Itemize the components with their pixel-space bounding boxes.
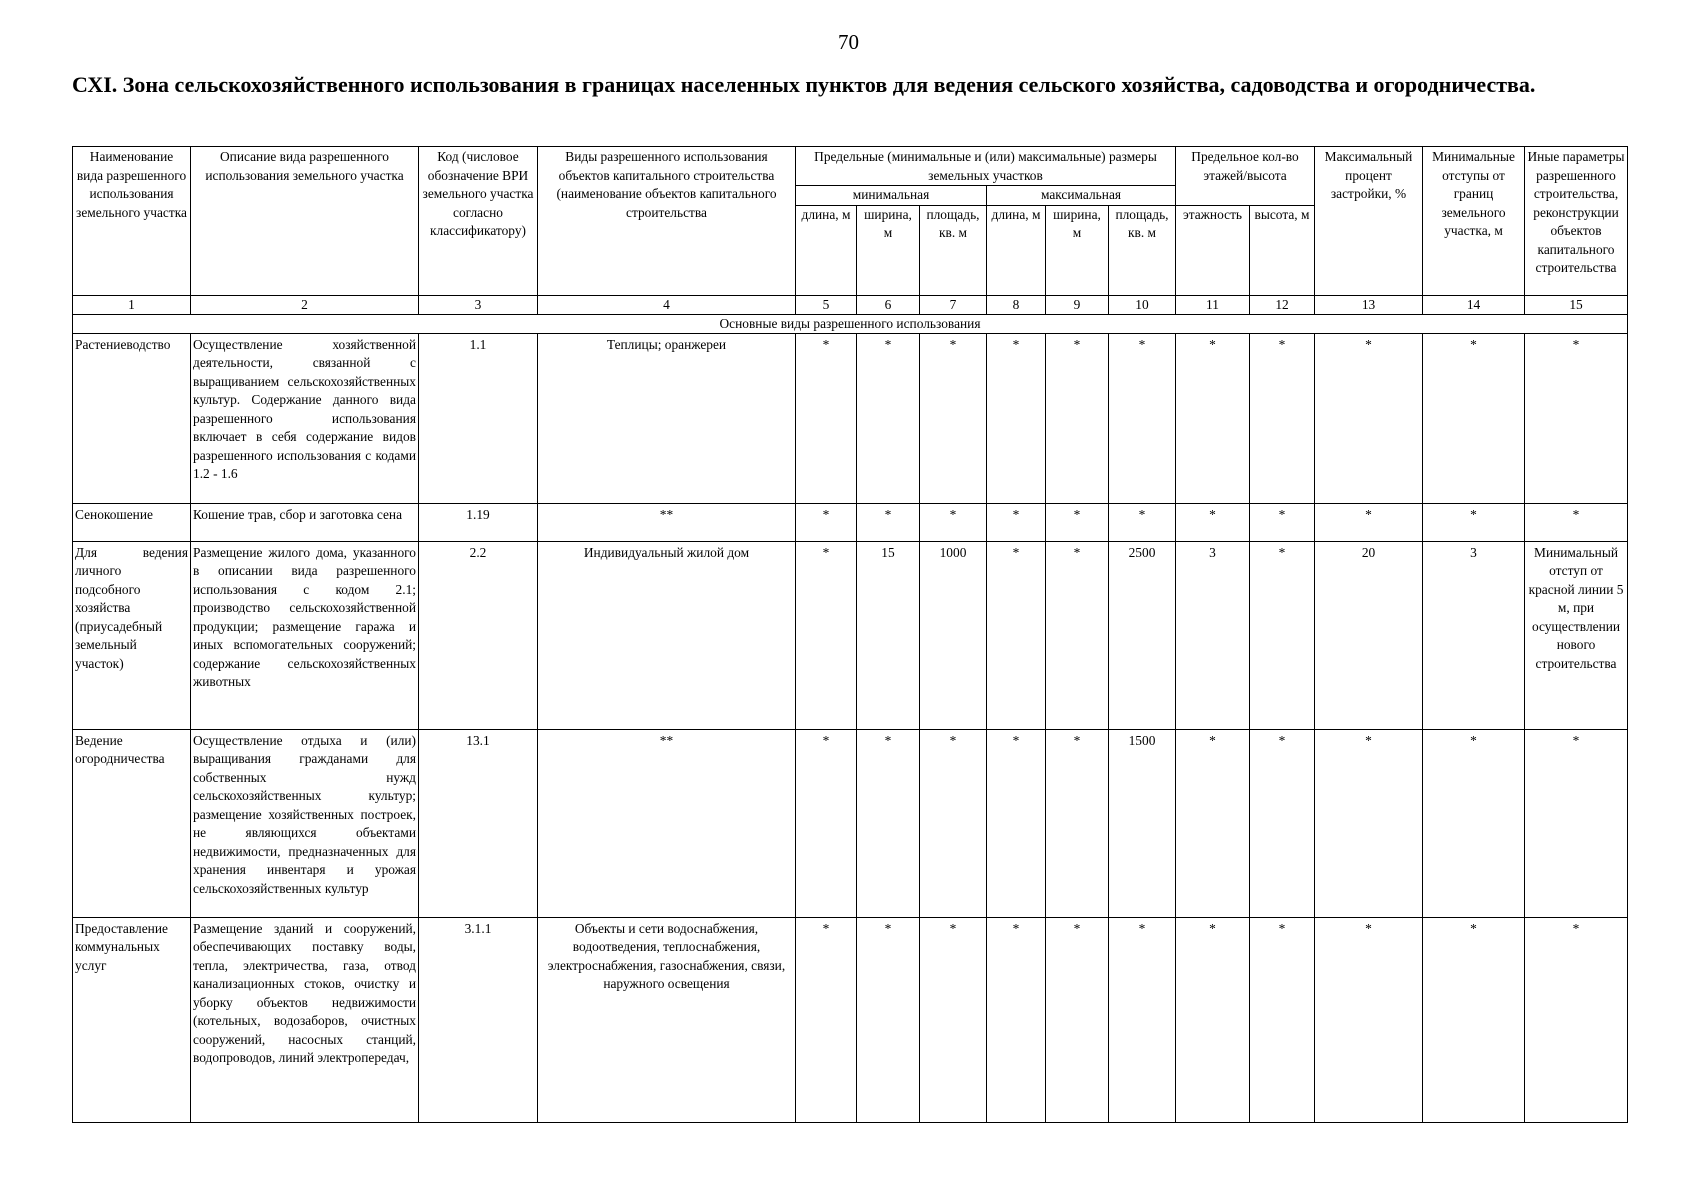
row-min-area: * xyxy=(920,729,987,917)
column-number: 9 xyxy=(1046,295,1109,314)
header-maximal: максимальная xyxy=(987,186,1176,206)
row-description: Размещение зданий и сооружений, обеспечивающих поставку воды, тепла, электричества, газа, отвод канализационных стоков, очистку и уборку объектов недвижимости (котельных, водозаборов, очистных сооружений, насосных станций, водопроводов, линий электропередач, xyxy=(191,917,419,1122)
table-row xyxy=(73,729,1628,917)
table-row xyxy=(73,917,1628,1122)
row-height: * xyxy=(1250,541,1315,729)
row-max-area: * xyxy=(1109,503,1176,541)
column-number: 8 xyxy=(987,295,1046,314)
row-kinds: Объекты и сети водоснабжения, водоотведения, теплоснабжения, электроснабжения, газоснабжения, связи, наружного освещения xyxy=(538,917,796,1122)
header-height: высота, м xyxy=(1250,205,1315,295)
row-code: 1.19 xyxy=(419,503,538,541)
page-number: 70 xyxy=(838,30,859,54)
row-height: * xyxy=(1250,333,1315,503)
row-min-offsets: 3 xyxy=(1423,541,1525,729)
row-min-width: * xyxy=(857,333,920,503)
row-min-offsets: * xyxy=(1423,333,1525,503)
row-max-length: * xyxy=(987,503,1046,541)
row-kinds: ** xyxy=(538,503,796,541)
row-description: Осуществление хозяйственной деятельности, связанной с выращиванием сельскохозяйственных культур. Содержание данного вида разрешенного использования включает в себя содержание видов разрешенного использования с кодами 1.2 - 1.6 xyxy=(191,333,419,503)
row-name: Предоставление коммунальных услуг xyxy=(73,917,191,1122)
row-max-length: * xyxy=(987,917,1046,1122)
column-number: 4 xyxy=(538,295,796,314)
row-max-area: * xyxy=(1109,333,1176,503)
header-max-area: площадь, кв. м xyxy=(1109,205,1176,295)
row-other-params: Минимальный отступ от красной линии 5 м, при осуществлении нового строительства xyxy=(1525,541,1628,729)
column-number: 3 xyxy=(419,295,538,314)
row-min-area: * xyxy=(920,917,987,1122)
header-min-area: площадь, кв. м xyxy=(920,205,987,295)
header-min-length: длина, м xyxy=(796,205,857,295)
row-code: 3.1.1 xyxy=(419,917,538,1122)
row-max-area: * xyxy=(1109,917,1176,1122)
row-min-area: * xyxy=(920,333,987,503)
row-code: 1.1 xyxy=(419,333,538,503)
row-max-area: 1500 xyxy=(1109,729,1176,917)
table-row xyxy=(73,503,1628,541)
row-min-width: * xyxy=(857,729,920,917)
row-name: Сенокошение xyxy=(73,503,191,541)
column-number: 11 xyxy=(1176,295,1250,314)
header-min-width: ширина, м xyxy=(857,205,920,295)
column-number: 5 xyxy=(796,295,857,314)
header-min-offsets: Минимальные отступы от границ земельного участка, м xyxy=(1423,147,1525,296)
header-other-params: Иные параметры разрешенного строительства, реконструкции объектов капитального строительства xyxy=(1525,147,1628,296)
row-max-length: * xyxy=(987,333,1046,503)
row-min-length: * xyxy=(796,729,857,917)
column-number: 6 xyxy=(857,295,920,314)
row-other-params: * xyxy=(1525,333,1628,503)
row-min-area: 1000 xyxy=(920,541,987,729)
column-number: 12 xyxy=(1250,295,1315,314)
page-title: СХI. Зона сельскохозяйственного использования в границах населенных пунктов для ведения сельского хозяйства, садоводства и огородничества. xyxy=(72,72,1536,97)
row-min-area: * xyxy=(920,503,987,541)
row-name: Ведение огородничества xyxy=(73,729,191,917)
header-max-length: длина, м xyxy=(987,205,1046,295)
row-min-offsets: * xyxy=(1423,917,1525,1122)
row-floors: * xyxy=(1176,333,1250,503)
row-floors: 3 xyxy=(1176,541,1250,729)
row-max-percent: 20 xyxy=(1315,541,1423,729)
row-max-width: * xyxy=(1046,503,1109,541)
row-max-percent: * xyxy=(1315,503,1423,541)
row-min-length: * xyxy=(796,917,857,1122)
header-kinds: Виды разрешенного использования объектов капитального строительства (наименование объектов капитального строительства xyxy=(538,147,796,296)
header-max-percent: Максимальный процент застройки, % xyxy=(1315,147,1423,296)
row-other-params: * xyxy=(1525,917,1628,1122)
row-max-width: * xyxy=(1046,917,1109,1122)
table-row xyxy=(73,541,1628,729)
row-name: Для ведения личного подсобного хозяйства (приусадебный земельный участок) xyxy=(73,541,191,729)
row-other-params: * xyxy=(1525,503,1628,541)
row-floors: * xyxy=(1176,917,1250,1122)
row-max-width: * xyxy=(1046,333,1109,503)
row-max-length: * xyxy=(987,729,1046,917)
header-code: Код (числовое обозначение ВРИ земельного участка согласно классификатору) xyxy=(419,147,538,296)
column-number: 10 xyxy=(1109,295,1176,314)
header-minimal: минимальная xyxy=(796,186,987,206)
row-kinds: ** xyxy=(538,729,796,917)
row-height: * xyxy=(1250,729,1315,917)
row-min-width: 15 xyxy=(857,541,920,729)
section-title: Основные виды разрешенного использования xyxy=(73,314,1628,333)
row-max-percent: * xyxy=(1315,333,1423,503)
row-code: 2.2 xyxy=(419,541,538,729)
column-number: 1 xyxy=(73,295,191,314)
row-description: Размещение жилого дома, указанного в описании вида разрешенного использования с кодом 2.1; производство сельскохозяйственной продукции; размещение гаража и иных вспомогательных сооружений; содержание сельскохозяйственных животных xyxy=(191,541,419,729)
column-number: 7 xyxy=(920,295,987,314)
row-max-length: * xyxy=(987,541,1046,729)
row-height: * xyxy=(1250,503,1315,541)
table-row xyxy=(73,333,1628,503)
row-max-width: * xyxy=(1046,541,1109,729)
row-kinds: Теплицы; оранжереи xyxy=(538,333,796,503)
column-number: 13 xyxy=(1315,295,1423,314)
row-min-length: * xyxy=(796,333,857,503)
row-floors: * xyxy=(1176,729,1250,917)
header-description: Описание вида разрешенного использования земельного участка xyxy=(191,147,419,296)
row-max-area: 2500 xyxy=(1109,541,1176,729)
row-min-offsets: * xyxy=(1423,729,1525,917)
row-description: Осуществление отдыха и (или) выращивания гражданами для собственных нужд сельскохозяйственных культур; размещение хозяйственных построек, не являющихся объектами недвижимости, предназначенных для хранения инвентаря и урожая сельскохозяйственных культур xyxy=(191,729,419,917)
row-min-width: * xyxy=(857,917,920,1122)
header-limit-sizes: Предельные (минимальные и (или) максимальные) размеры земельных участков xyxy=(796,147,1176,186)
row-height: * xyxy=(1250,917,1315,1122)
column-numbers-row xyxy=(73,295,1628,314)
column-number: 14 xyxy=(1423,295,1525,314)
column-number: 15 xyxy=(1525,295,1628,314)
header-floors-height: Предельное кол-во этажей/высота xyxy=(1176,147,1315,206)
row-min-length: * xyxy=(796,541,857,729)
row-floors: * xyxy=(1176,503,1250,541)
column-number: 2 xyxy=(191,295,419,314)
row-min-length: * xyxy=(796,503,857,541)
row-other-params: * xyxy=(1525,729,1628,917)
row-description: Кошение трав, сбор и заготовка сена xyxy=(191,503,419,541)
row-max-percent: * xyxy=(1315,729,1423,917)
header-max-width: ширина, м xyxy=(1046,205,1109,295)
row-min-width: * xyxy=(857,503,920,541)
row-name: Растениеводство xyxy=(73,333,191,503)
row-kinds: Индивидуальный жилой дом xyxy=(538,541,796,729)
row-max-percent: * xyxy=(1315,917,1423,1122)
row-min-offsets: * xyxy=(1423,503,1525,541)
header-name: Наименование вида разрешенного использования земельного участка xyxy=(73,147,191,296)
regulations-table xyxy=(72,146,1628,1123)
row-max-width: * xyxy=(1046,729,1109,917)
row-code: 13.1 xyxy=(419,729,538,917)
header-floors: этажность xyxy=(1176,205,1250,295)
